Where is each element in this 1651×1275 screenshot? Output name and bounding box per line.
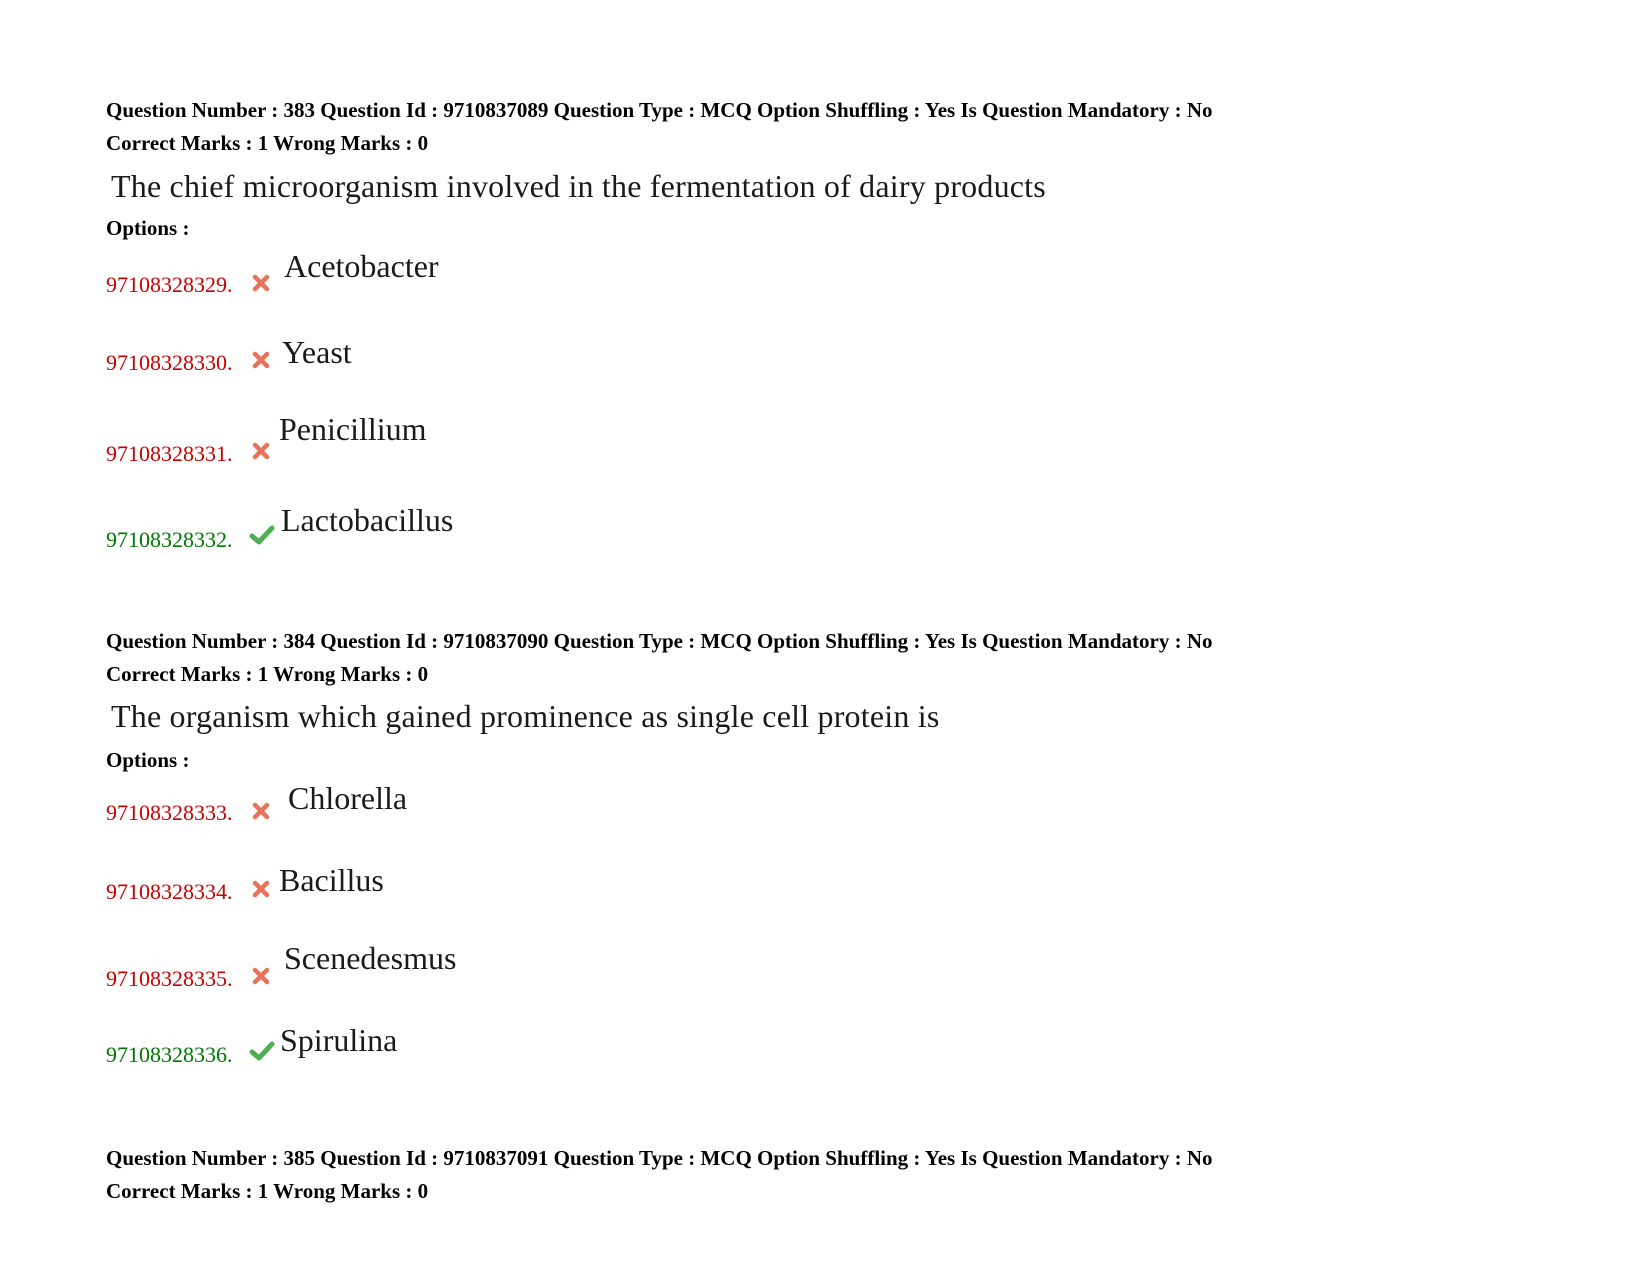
option-id: 97108328331.: [106, 441, 233, 466]
cross-icon: [250, 878, 272, 900]
question-meta: [106, 625, 1213, 691]
option-id: 97108328332.: [106, 527, 233, 552]
cross-icon: [250, 440, 272, 462]
option-text: Penicillium: [279, 411, 427, 447]
question-meta-line1: Question Number : 384 Question Id : 9710837090 Question Type : MCQ Option Shuffling : Yes Is Question Mandatory : No: [106, 629, 1213, 653]
option-text: Scenedesmus: [284, 940, 457, 976]
cross-icon: [250, 272, 272, 294]
cross-icon: [250, 965, 272, 987]
options-label: Options :: [106, 748, 190, 772]
option-text: Spirulina: [280, 1022, 398, 1058]
question-meta: [106, 94, 1213, 160]
option-text: Bacillus: [279, 862, 384, 898]
question-text: The chief microorganism involved in the fermentation of dairy products: [111, 168, 1046, 204]
option-text: Acetobacter: [284, 248, 439, 284]
cross-icon: [250, 349, 272, 371]
option-id: 97108328336.: [106, 1042, 233, 1067]
option-text: Lactobacillus: [281, 502, 454, 538]
options-label: Options :: [106, 216, 190, 240]
check-icon: [249, 524, 275, 546]
check-icon: [249, 1040, 275, 1062]
question-text: The organism which gained prominence as single cell protein is: [111, 698, 940, 734]
option-id: 97108328333.: [106, 800, 233, 825]
option-text: Chlorella: [288, 780, 408, 816]
question-meta-line2: Correct Marks : 1 Wrong Marks : 0: [106, 131, 429, 155]
option-id: 97108328334.: [106, 879, 233, 904]
option-id: 97108328329.: [106, 272, 233, 297]
option-id: 97108328335.: [106, 966, 233, 991]
question-meta-line2: Correct Marks : 1 Wrong Marks : 0: [106, 662, 429, 686]
question-meta-line1: Question Number : 385 Question Id : 9710837091 Question Type : MCQ Option Shuffling : Yes Is Question Mandatory : No: [106, 1146, 1213, 1170]
question-meta-line1: Question Number : 383 Question Id : 9710837089 Question Type : MCQ Option Shuffling : Yes Is Question Mandatory : No: [106, 98, 1213, 122]
option-id: 97108328330.: [106, 350, 233, 375]
question-meta: [106, 1142, 1213, 1208]
option-text: Yeast: [282, 334, 352, 370]
question-meta-line2: Correct Marks : 1 Wrong Marks : 0: [106, 1179, 429, 1203]
cross-icon: [250, 800, 272, 822]
